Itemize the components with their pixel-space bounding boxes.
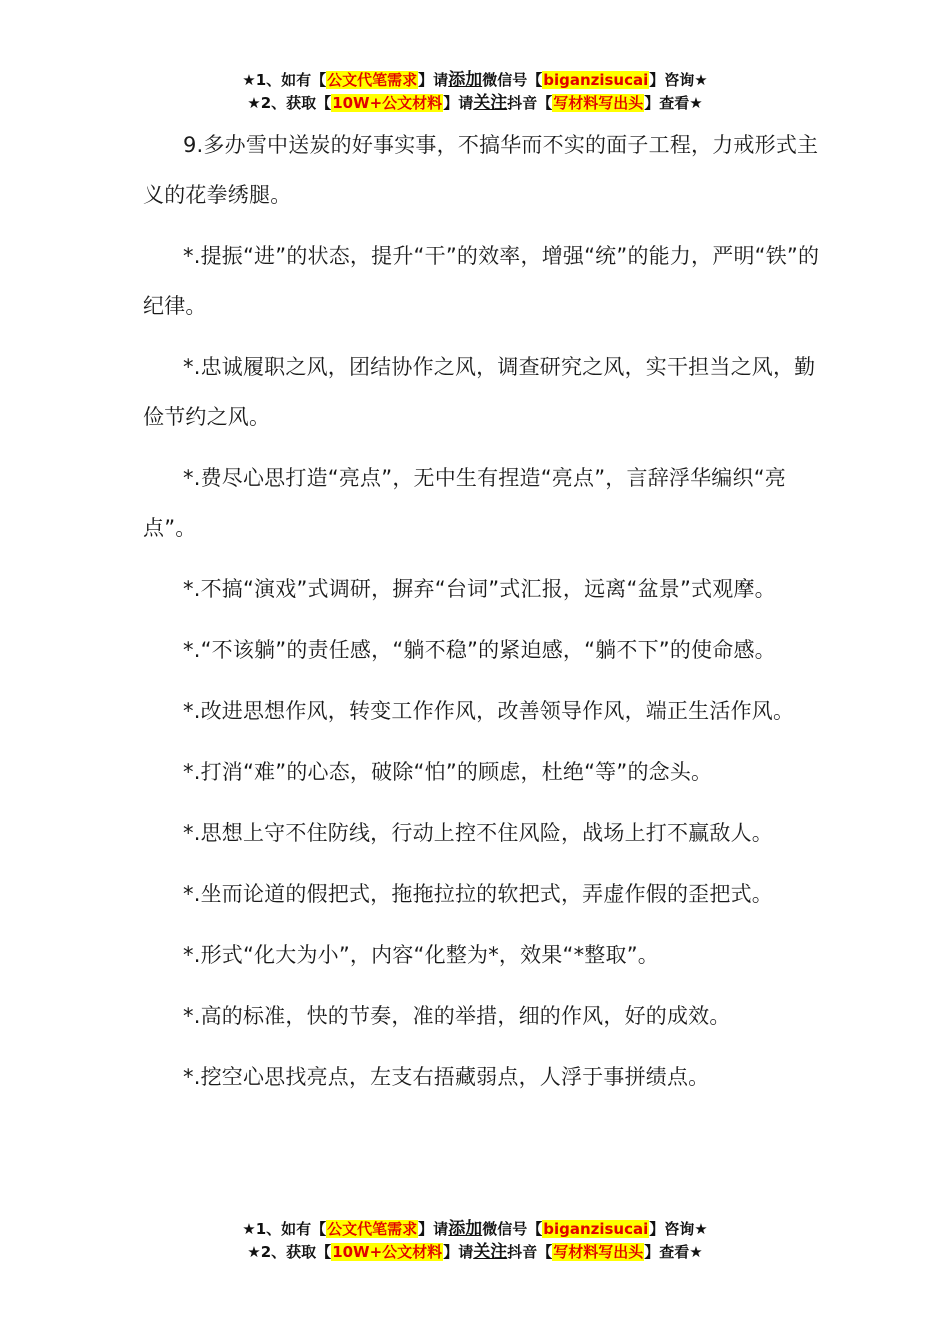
- header-line-1-text-2: 微信号【: [482, 71, 543, 89]
- paragraph: *.“不该躺”的责任感，“躺不稳”的紧迫感，“躺不下”的使命感。: [183, 638, 776, 662]
- header-line-1-text: 】请: [418, 71, 449, 89]
- footer-banner: [0, 1218, 950, 1264]
- paragraph: *.费尽心思打造“亮点”，无中生有捏造“亮点”，言辞浮华编织“亮点”。: [143, 466, 786, 540]
- paragraph: *.提振“进”的状态，提升“干”的效率，增强“统”的能力，严明“铁”的纪律。: [143, 244, 820, 318]
- paragraph: *.坐而论道的假把式，拖拖拉拉的软把式，弄虚作假的歪把式。: [183, 882, 773, 906]
- paragraph: *.高的标准，快的节奏，准的举措，细的作风，好的成效。: [183, 1004, 731, 1028]
- footer-highlight-materials: 10W+公文材料: [332, 1243, 443, 1261]
- paragraph: 9.多办雪中送炭的好事实事，不搞华而不实的面子工程，力戒形式主义的花拳绣腿。: [143, 133, 819, 207]
- footer-line-1-text-2: 微信号【: [482, 1220, 543, 1238]
- header-banner: [0, 69, 950, 115]
- footer-line-2-suffix: 】查看★: [644, 1243, 703, 1261]
- footer-highlight-service: 公文代笔需求: [327, 1220, 418, 1238]
- header-line-1-prefix: ★1、如有【: [242, 71, 327, 89]
- header-line-2-text-2: 抖音【: [507, 94, 553, 112]
- header-line-1: [0, 69, 950, 92]
- header-line-1-suffix: 】咨询★: [649, 71, 708, 89]
- paragraph: *.不搞“演戏”式调研，摒弃“台词”式汇报，远离“盆景”式观摩。: [183, 577, 776, 601]
- footer-highlight-wechat-id: biganzisucai: [543, 1220, 649, 1238]
- header-highlight-service: 公文代笔需求: [327, 71, 418, 89]
- paragraph: *.改进思想作风，转变工作作风，改善领导作风，端正生活作风。: [183, 699, 795, 723]
- header-highlight-materials: 10W+公文材料: [332, 94, 443, 112]
- footer-line-1-suffix: 】咨询★: [649, 1220, 708, 1238]
- paragraph: *.挖空心思找亮点，左支右捂藏弱点，人浮于事拼绩点。: [183, 1065, 710, 1089]
- header-line-2-text: 】请: [443, 94, 474, 112]
- footer-emphasis-follow: 关注: [473, 1242, 508, 1262]
- footer-highlight-douyin-id: 写材料写出头: [553, 1243, 644, 1261]
- document-body: [143, 120, 833, 1113]
- paragraph: *.思想上守不住防线，行动上控不住风险，战场上打不赢敌人。: [183, 821, 773, 845]
- footer-line-1-text: 】请: [418, 1220, 449, 1238]
- header-line-2-suffix: 】查看★: [644, 94, 703, 112]
- paragraph: *.形式“化大为小”，内容“化整为*，效果“*整取”。: [183, 943, 659, 967]
- footer-line-2-text: 】请: [443, 1243, 474, 1261]
- header-highlight-douyin-id: 写材料写出头: [553, 94, 644, 112]
- footer-line-2-prefix: ★2、获取【: [247, 1243, 332, 1261]
- footer-line-1-prefix: ★1、如有【: [242, 1220, 327, 1238]
- header-emphasis-follow: 关注: [473, 93, 508, 113]
- header-line-2: [0, 92, 950, 115]
- header-highlight-wechat-id: biganzisucai: [543, 71, 649, 89]
- footer-line-2: [0, 1241, 950, 1264]
- header-emphasis-add: 添加: [448, 70, 483, 90]
- footer-emphasis-add: 添加: [448, 1219, 483, 1239]
- paragraph: *.打消“难”的心态，破除“怕”的顾虑，杜绝“等”的念头。: [183, 760, 713, 784]
- paragraph: *.忠诚履职之风，团结协作之风，调查研究之风，实干担当之风，勤俭节约之风。: [143, 355, 816, 429]
- footer-line-2-text-2: 抖音【: [507, 1243, 553, 1261]
- header-line-2-prefix: ★2、获取【: [247, 94, 332, 112]
- footer-line-1: [0, 1218, 950, 1241]
